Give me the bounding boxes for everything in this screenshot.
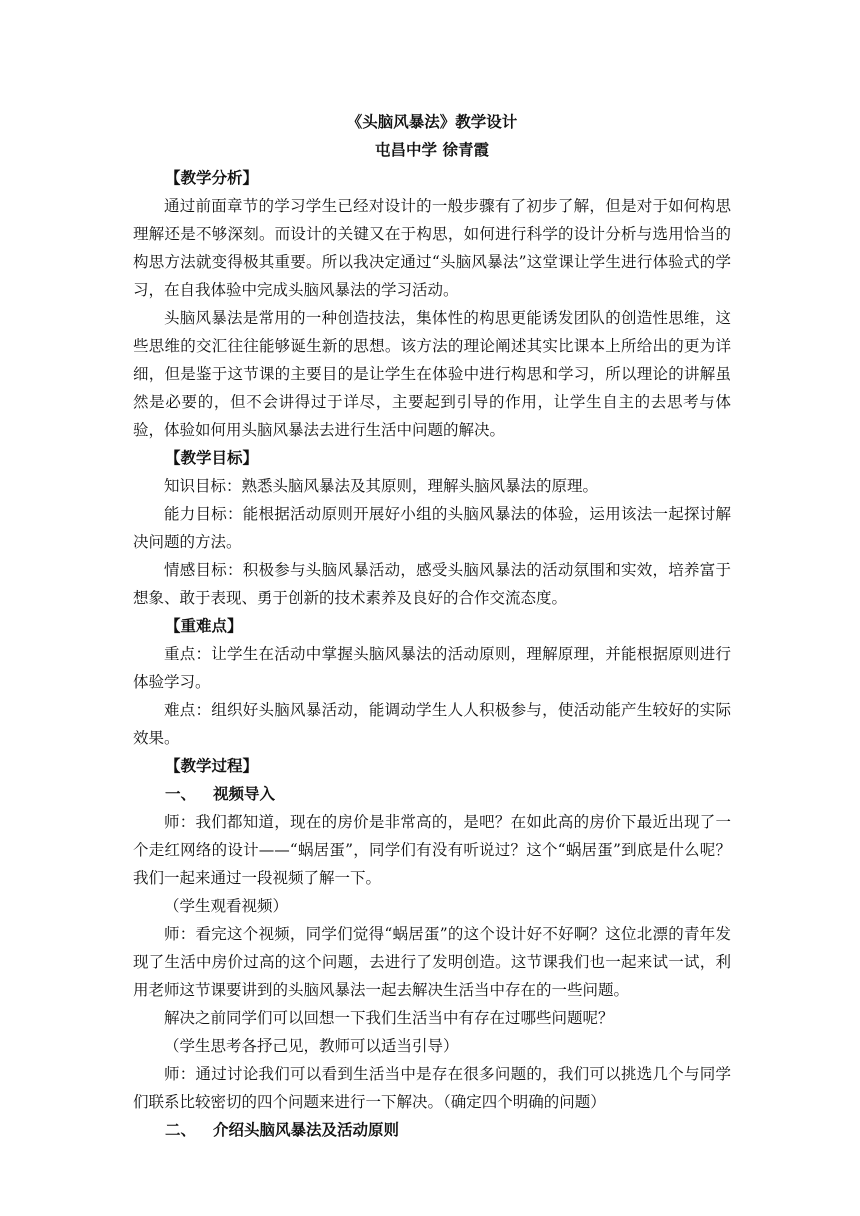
process-paragraph-5: （学生思考各抒己见，教师可以适当引导）	[164, 1037, 459, 1055]
goal-emotion: 情感目标：积极参与头脑风暴活动，感受头脑风暴法的活动氛围和实效，培养富于想象、敢于表现、勇于创新的技术素养及良好的合作交流态度。	[133, 561, 731, 607]
process-paragraph-3: 师：看完这个视频，同学们觉得“蜗居蛋”的这个设计好不好啊？这位北漂的青年发现了生活中房价过高的这个问题，去进行了发明创造。这节课我们也一起来试一试，利用老师这节课要讲到的头脑风暴法一起去解决生活当中存在的一些问题。	[133, 925, 731, 999]
document-body	[133, 108, 731, 1144]
process-paragraph-4: 解决之前同学们可以回想一下我们生活当中有存在过哪些问题呢？	[164, 1009, 614, 1027]
analysis-paragraph-2: 头脑风暴法是常用的一种创造技法，集体性的构思更能诱发团队的创造性思维，这些思维的交汇往往能够诞生新的思想。该方法的理论阐述其实比课本上所给出的更为详细，但是鉴于这节课的主要目的是让学生在体验中进行构思和学习，所以理论的讲解虽然是必要的，但不会讲得过于详尽，主要起到引导的作用，让学生自主的去思考与体验，体验如何用头脑风暴法去进行生活中问题的解决。	[133, 309, 731, 439]
key-point: 重点：让学生在活动中掌握头脑风暴法的活动原则，理解原理，并能根据原则进行体验学习。	[133, 645, 731, 691]
process-paragraph-2: （学生观看视频）	[164, 897, 289, 915]
heading-analysis: 【教学分析】	[165, 169, 259, 187]
heading-process: 【教学过程】	[165, 757, 259, 775]
document-author: 屯昌中学 徐青霞	[375, 141, 489, 159]
difficult-point: 难点：组织好头脑风暴活动，能调动学生人人积极参与，使活动能产生较好的实际效果。	[133, 701, 731, 747]
step-1-title: 视频导入	[213, 785, 276, 803]
analysis-paragraph-1: 通过前面章节的学习学生已经对设计的一般步骤有了初步了解，但是对于如何构思理解还是不够深刻。而设计的关键又在于构思，如何进行科学的设计分析与选用恰当的构思方法就变得极其重要。所以我决定通过“头脑风暴法”这堂课让学生进行体验式的学习，在自我体验中完成头脑风暴法的学习活动。	[133, 197, 731, 299]
goal-knowledge: 知识目标：熟悉头脑风暴法及其原则，理解头脑风暴法的原理。	[164, 477, 599, 495]
step-2-number: 二、	[165, 1121, 197, 1139]
process-paragraph-1: 师：我们都知道，现在的房价是非常高的，是吧？在如此高的房价下最近出现了一个走红网络的设计——“蜗居蛋”，同学们有没有听说过？这个“蜗居蛋”到底是什么呢？我们一起来通过一段视频了解一下。	[133, 813, 731, 887]
heading-goals: 【教学目标】	[165, 449, 259, 467]
step-1-number: 一、	[165, 785, 197, 803]
heading-key-points: 【重难点】	[165, 617, 243, 635]
process-paragraph-6: 师：通过讨论我们可以看到生活当中是存在很多问题的，我们可以挑选几个与同学们联系比较密切的四个问题来进行一下解决。（确定四个明确的问题）	[133, 1065, 731, 1111]
step-2-heading	[133, 1116, 731, 1144]
step-1-heading	[133, 780, 731, 808]
document-title: 《头脑风暴法》教学设计	[346, 113, 518, 131]
goal-ability: 能力目标：能根据活动原则开展好小组的头脑风暴法的体验，运用该法一起探讨解决问题的方法。	[133, 505, 731, 551]
step-2-title: 介绍头脑风暴法及活动原则	[213, 1121, 400, 1139]
